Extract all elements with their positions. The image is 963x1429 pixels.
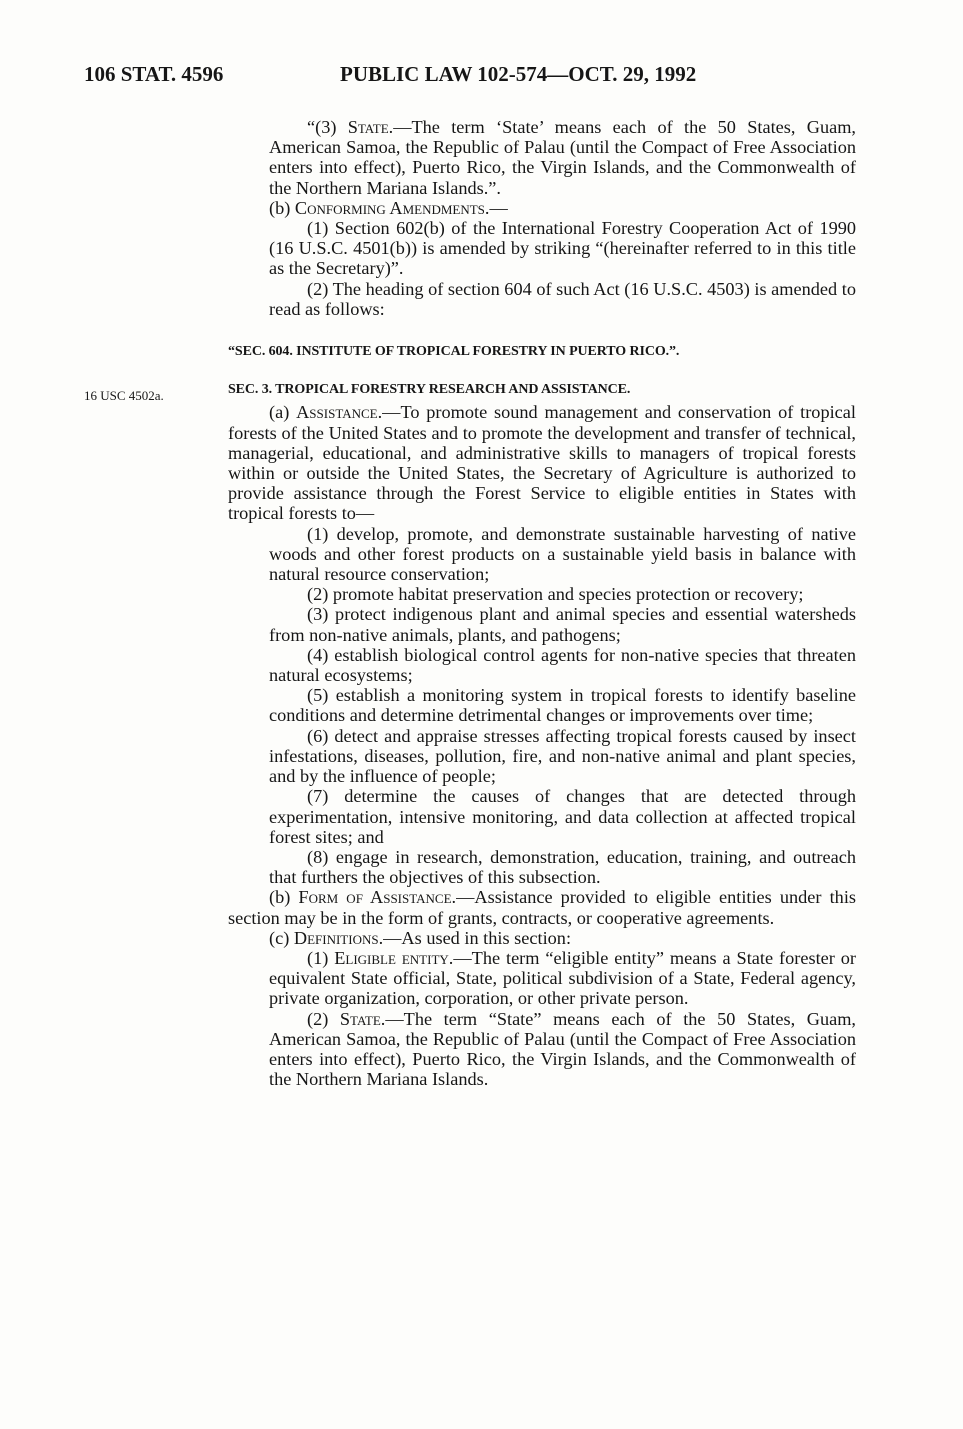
term-state: State [347, 117, 389, 137]
conforming-paragraph-2: (2) The heading of section 604 of such Act (16 U.S.C. 4503) is amended to read as follows: [269, 278, 856, 319]
list-item: (1) develop, promote, and demonstrate sustainable harvesting of native woods and other forest products on a sustainable yield basis in balance with natural resource conservation; [269, 523, 856, 585]
definitions-list [228, 948, 856, 1089]
list-item: (8) engage in research, demonstration, education, training, and outreach that furthers the objectives of this subsection. [269, 846, 856, 888]
definitions-heading: (c) Definitions.—As used in this section: [269, 927, 572, 948]
section-3-heading: SEC. 3. TROPICAL FORESTRY RESEARCH AND ASSISTANCE. [228, 382, 631, 398]
form-of-assistance-paragraph: (b) Form of Assistance.—Assistance provided to eligible entities under this section may be in the form of grants, contracts, or cooperative agreements. [228, 887, 857, 928]
state-definition: (2) State.—The term “State” means each of the 50 States, Guam, American Samoa, the Republic of Palau (until the Compact of Free Association enters into effect), Puerto Rico, the Virgin Islands, and the Commonwealth of the Northern Mariana Islands. [269, 1008, 856, 1090]
list-item: (2) promote habitat preservation and species protection or recovery; [307, 584, 804, 605]
eligible-entity-definition: (1) Eligible entity.—The term “eligible entity” means a State forester or equivalent State official, State, political subdivision of a State, Federal agency, private organization, corporation, or other private person. [269, 947, 856, 1009]
public-law-reference: PUBLIC LAW 102-574—OCT. 29, 1992 [340, 62, 697, 86]
quoted-state-definition: “(3) State.—The term ‘State’ means each of the 50 States, Guam, American Samoa, the Republic of Palau (until the Compact of Free Association enters into effect), Puerto Rico, the Virgin Islands, and the Commonwealth of the Northern Mariana Islands.”. [269, 117, 856, 198]
list-item: (7) determine the causes of changes that are detected through experimentation, intensive monitoring, and data collection at affected tropical forest sites; and [269, 786, 856, 847]
assistance-paragraph: (a) Assistance.—To promote sound management and conservation of tropical forests of the United States and to promote the development and transfer of technical, managerial, educational, and administrative skills to managers of tropical forests within or outside the United States, the Secretary of Agriculture is authorized to provide assistance through the Forest Service to eligible entities in States with tropical forests to— [228, 402, 856, 524]
conforming-amendments-heading: (b) Conforming Amendments.— [269, 197, 508, 218]
list-item: (4) establish biological control agents for non-native species that threaten natural ecosystems; [269, 644, 856, 686]
margin-citation: 16 USC 4502a. [84, 388, 164, 403]
stat-reference: 106 STAT. 4596 [84, 62, 224, 86]
document-body [228, 117, 856, 1089]
conforming-paragraph-1: (1) Section 602(b) of the International Forestry Cooperation Act of 1990 (16 U.S.C. 4501(b)) is amended by striking “(hereinafter referred to in this title as the Secretary)”. [269, 218, 856, 279]
assistance-list [228, 524, 856, 888]
quoted-amendment-block [228, 117, 856, 319]
quoted-section-heading: “SEC. 604. INSTITUTE OF TROPICAL FORESTRY IN PUERTO RICO.”. [228, 344, 680, 360]
list-item: (5) establish a monitoring system in tropical forests to identify baseline conditions and determine detrimental changes or improvements over time; [269, 685, 856, 726]
list-item: (6) detect and appraise stresses affecting tropical forests caused by insect infestations, diseases, pollution, fire, and non-native animal and plant species, and by the influence of people; [269, 725, 856, 787]
list-item: (3) protect indigenous plant and animal species and essential watersheds from non-native animals, plants, and pathogens; [269, 604, 856, 645]
